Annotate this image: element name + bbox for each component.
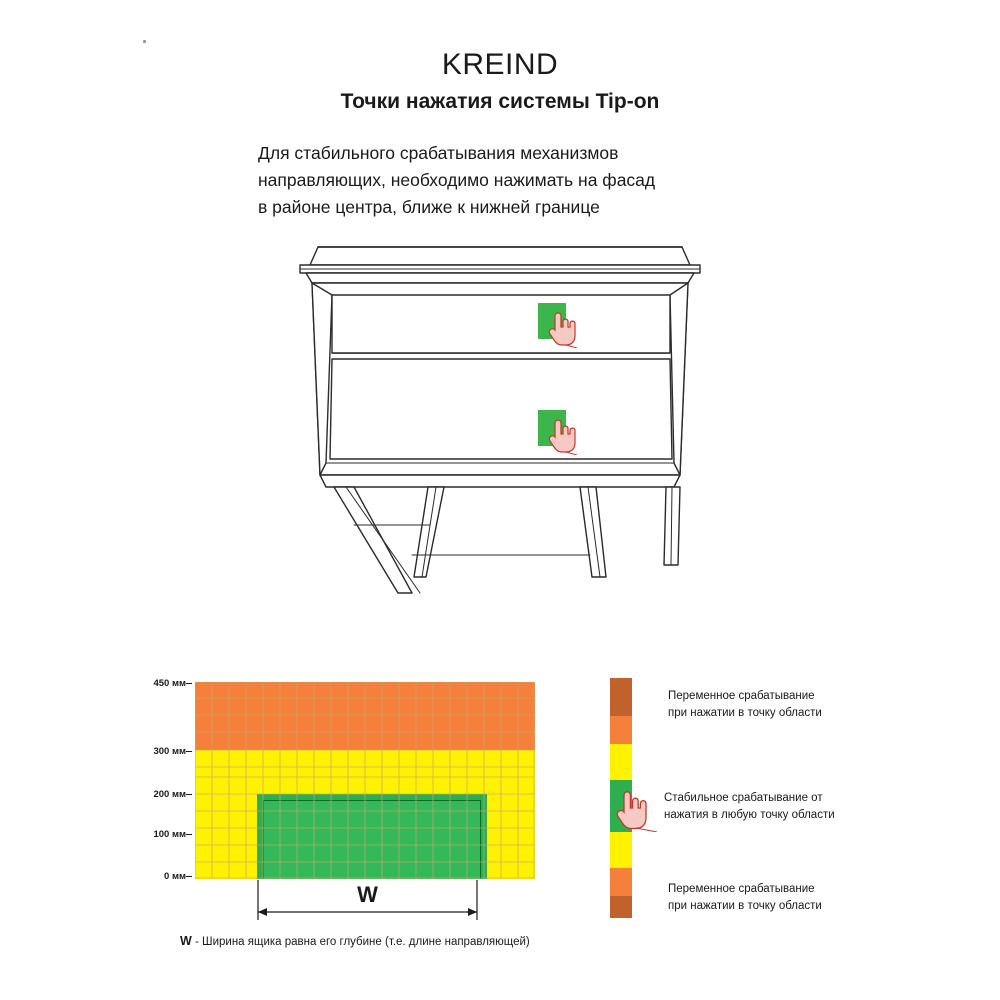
nightstand-illustration [280,225,720,610]
zone-band-orange [195,682,535,750]
legend-item-1-line-2: при нажатии в точку области [668,706,822,719]
y-tick-mark-450 [186,683,192,684]
stray-dot-mark [143,40,146,43]
intro-paragraph [258,140,778,221]
width-note-symbol: W [180,934,192,948]
y-tick-mark-100 [186,834,192,835]
legend-segment-yellow-top [610,744,632,780]
y-tick-mark-200 [186,794,192,795]
intro-line-1: Для стабильного срабатывания механизмов [258,143,619,163]
intro-line-3: в районе центра, ближе к нижней границе [258,197,600,218]
legend-segment-orange-top [610,716,632,744]
press-point-lower-drawer [538,410,566,446]
legend-segment-orange-bottom [610,868,632,896]
y-tick-label-450: 450 мм [153,678,186,689]
legend-item-3-line-2: при нажатии в точку области [668,899,822,912]
width-note-text: - Ширина ящика равна его глубине (т.е. длине направляющей) [191,936,530,948]
press-zone-heatmap [195,682,535,879]
legend-item-label-3 [668,881,948,914]
chart-y-axis [140,675,192,880]
intro-line-2: направляющих, необходимо нажимать на фасад [258,170,656,191]
legend-segment-dark-orange-top [610,678,632,716]
hand-pointer-icon [546,415,580,455]
legend-item-2-line-2: нажатия в любую точку области [664,808,835,821]
legend-item-1-line-1: Переменное срабатывание [668,690,815,702]
hand-pointer-icon [546,308,580,348]
legend-segment-yellow-bottom [610,832,632,868]
legend [610,678,950,928]
page-title: KREIND [441,48,559,81]
y-tick-mark-300 [186,751,192,752]
y-tick-label-100: 100 мм [153,829,186,840]
y-tick-label-200: 200 мм [153,789,186,800]
page-subtitle: Точки нажатия системы Tip-on [340,90,660,113]
y-tick-label-300: 300 мм [153,746,186,757]
legend-segment-dark-orange-bottom [610,896,632,918]
width-label: W [357,882,378,907]
width-note [180,934,530,948]
press-point-upper-drawer [538,303,566,339]
width-dimension [255,880,480,926]
legend-item-3-line-1: Переменное срабатывание [668,883,815,895]
zone-band-green-core [263,800,481,879]
y-tick-mark-0 [186,876,192,877]
legend-item-label-1 [668,688,948,721]
legend-item-2-line-1: Стабильное срабатывание от [664,792,823,804]
hand-pointer-icon [612,786,660,832]
zone-band-green [257,794,487,879]
y-tick-label-0: 0 мм [164,871,186,882]
legend-item-label-2 [664,790,950,823]
